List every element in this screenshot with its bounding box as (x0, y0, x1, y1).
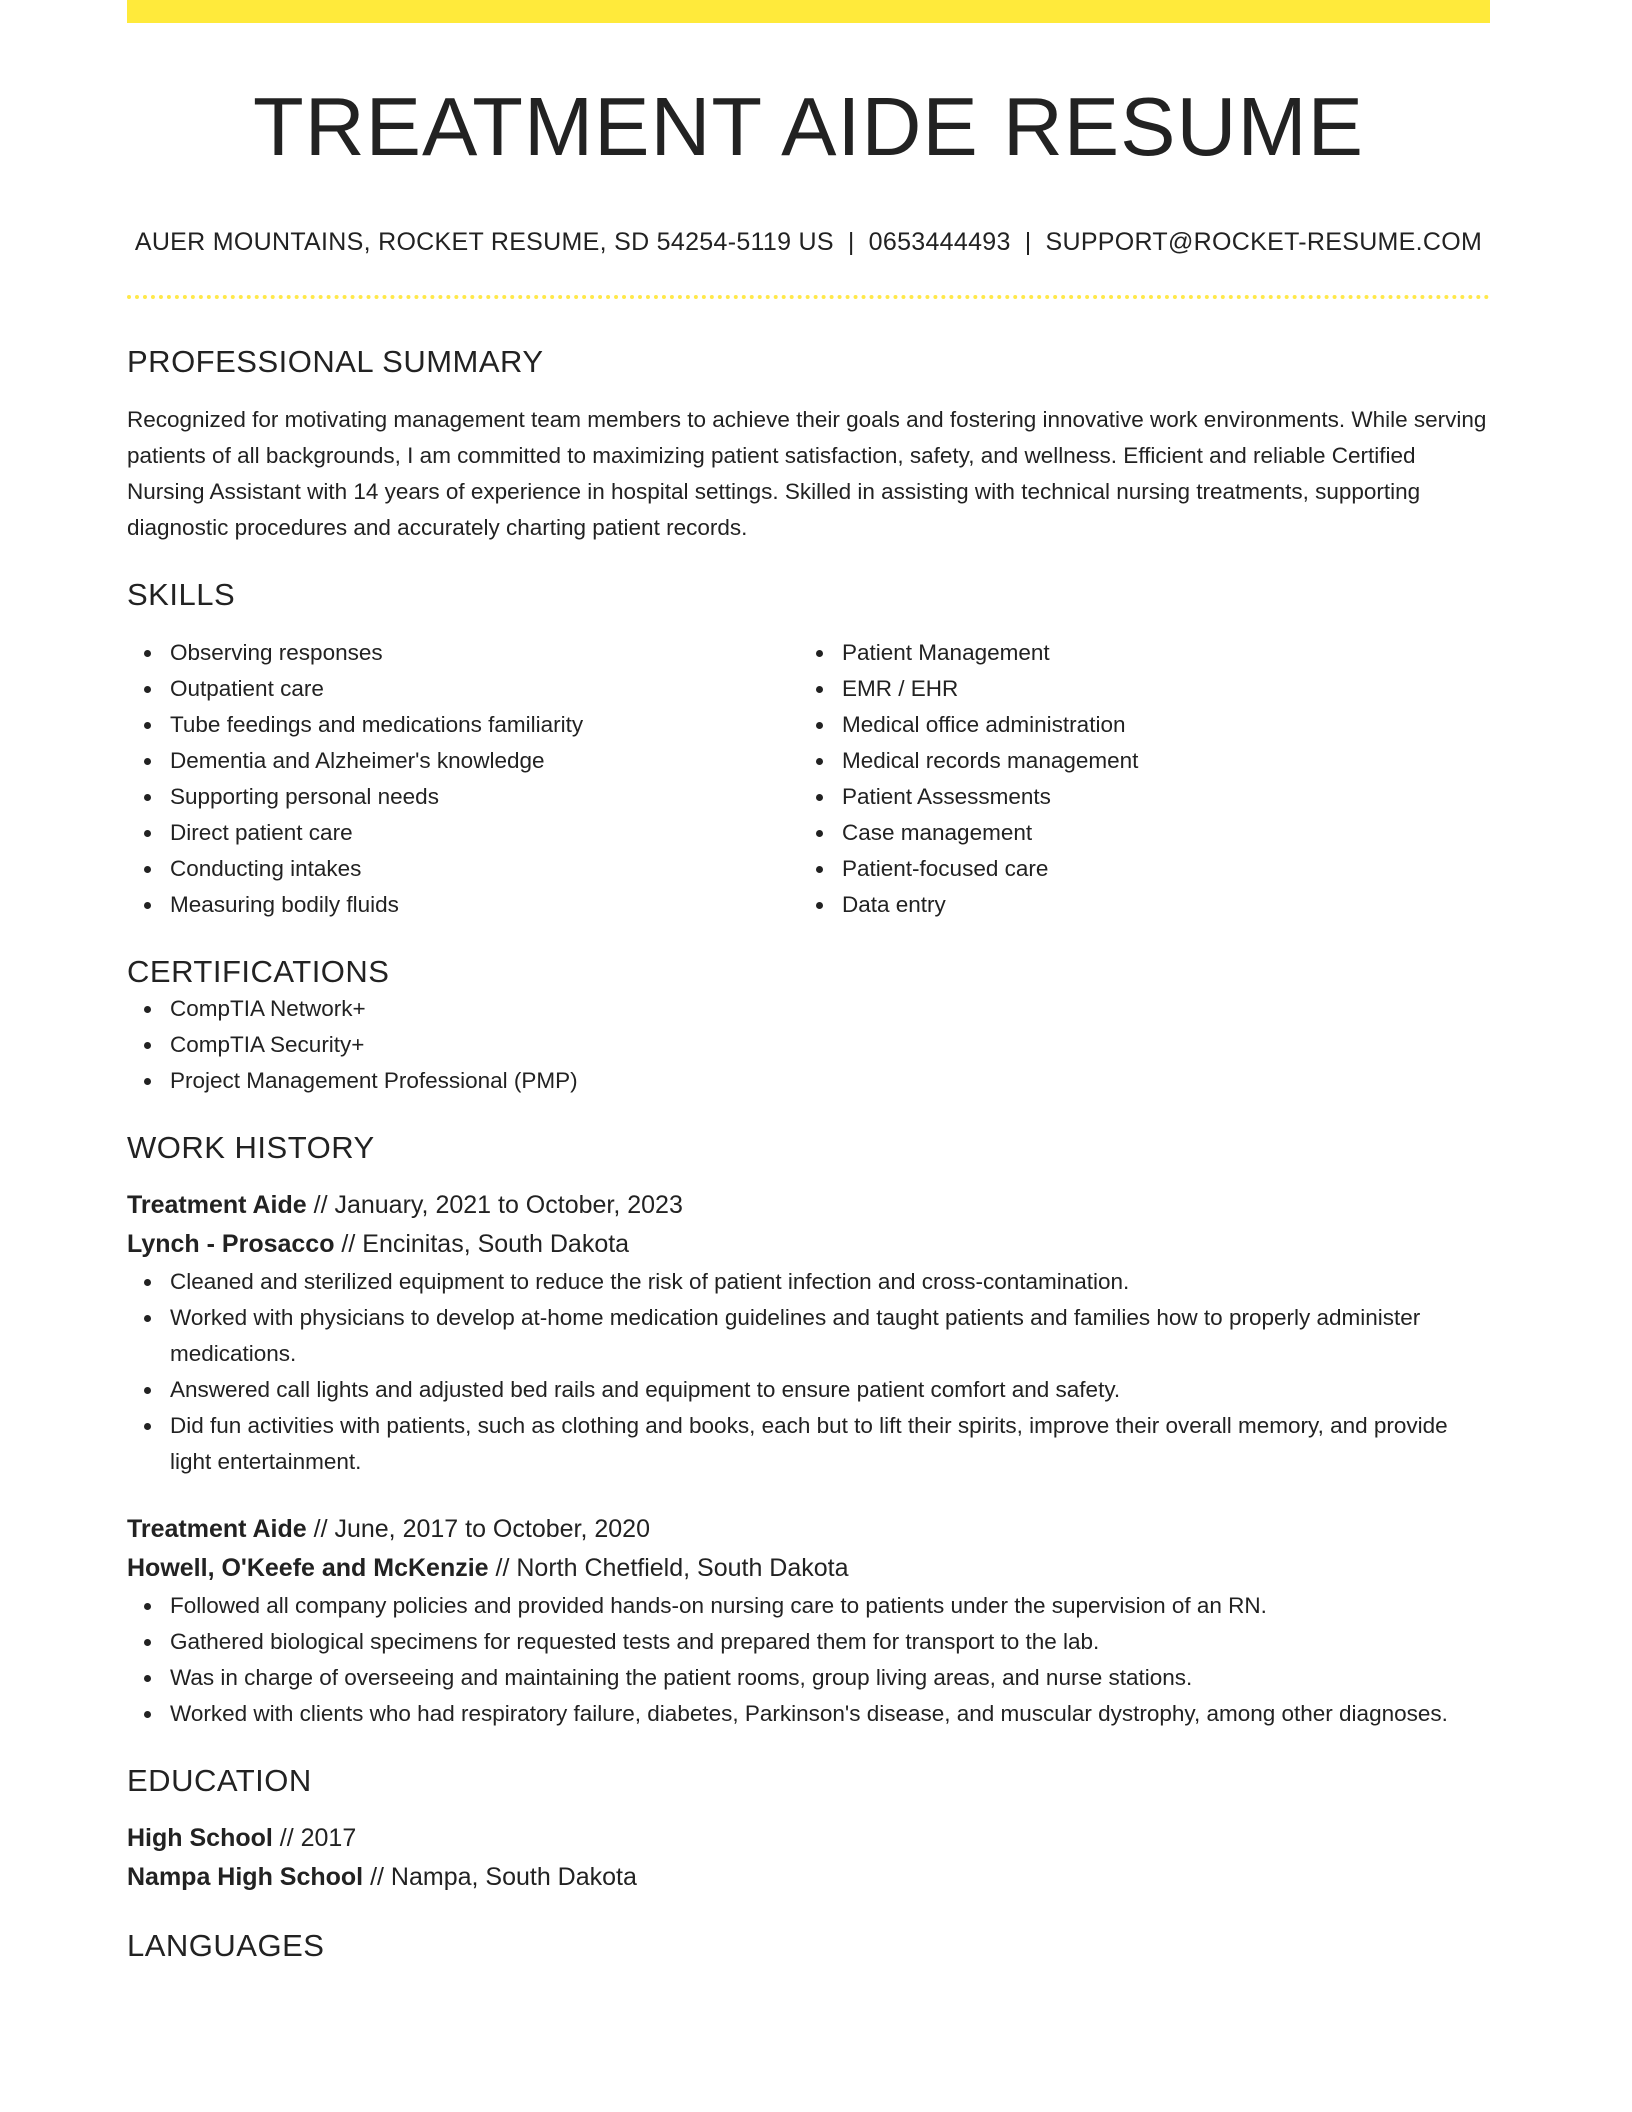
job-duty-item: Gathered biological specimens for requested tests and prepared them for transport to the lab. (170, 1624, 1490, 1660)
job-location: // North Chetfield, South Dakota (488, 1553, 849, 1582)
education-school: Nampa High School (127, 1862, 364, 1891)
job-title-line (127, 1510, 1490, 1549)
resume-title: TREATMENT AIDE RESUME (253, 80, 1364, 173)
skill-item: Patient Assessments (842, 779, 1471, 815)
job-company: Lynch - Prosacco (127, 1229, 335, 1258)
skill-item: Supporting personal needs (170, 779, 799, 815)
skill-item: EMR / EHR (842, 671, 1471, 707)
contact-phone: 0653444493 (868, 228, 1011, 256)
contact-separator: | (1024, 228, 1032, 256)
job-duty-item: Worked with physicians to develop at-home medication guidelines and taught patients and families how to properly administer medications. (170, 1300, 1490, 1372)
skill-item: Outpatient care (170, 671, 799, 707)
section-title-education: EDUCATION (127, 1762, 312, 1798)
skill-item: Conducting intakes (170, 851, 799, 887)
skill-item: Patient Management (842, 635, 1471, 671)
job-duty-item: Cleaned and sterilized equipment to reduce the risk of patient infection and cross-contamination. (170, 1264, 1490, 1300)
education-school-line (127, 1858, 1490, 1897)
certification-item: Project Management Professional (PMP) (170, 1063, 1490, 1099)
skill-item: Medical office administration (842, 707, 1471, 743)
job-duties-list (127, 1588, 1490, 1732)
job-company-line (127, 1225, 1490, 1264)
education-location: // Nampa, South Dakota (363, 1862, 637, 1891)
education-degree-line (127, 1819, 1490, 1858)
job-dates: // January, 2021 to October, 2023 (306, 1190, 683, 1219)
skill-item: Tube feedings and medications familiarity (170, 707, 799, 743)
contact-separator: | (847, 228, 855, 256)
job-company-line (127, 1549, 1490, 1588)
resume-page (127, 0, 1490, 1964)
section-title-languages: LANGUAGES (127, 1927, 325, 1963)
skill-item: Dementia and Alzheimer's knowledge (170, 743, 799, 779)
job-role: Treatment Aide (127, 1190, 307, 1219)
skills-columns (127, 635, 1490, 923)
skills-column-left (127, 635, 799, 923)
skill-item: Direct patient care (170, 815, 799, 851)
skill-item: Measuring bodily fluids (170, 887, 799, 923)
skill-item: Medical records management (842, 743, 1471, 779)
job-duty-item: Followed all company policies and provided hands-on nursing care to patients under the supervision of an RN. (170, 1588, 1490, 1624)
job-title-line (127, 1186, 1490, 1225)
job-duty-item: Worked with clients who had respiratory failure, diabetes, Parkinson's disease, and muscular dystrophy, among other diagnoses. (170, 1696, 1490, 1732)
section-title-work-history: WORK HISTORY (127, 1129, 375, 1165)
section-title-skills: SKILLS (127, 577, 236, 613)
contact-email: SUPPORT@ROCKET-RESUME.COM (1045, 228, 1483, 256)
section-title-summary: PROFESSIONAL SUMMARY (127, 344, 544, 379)
skill-item: Observing responses (170, 635, 799, 671)
job-role: Treatment Aide (127, 1514, 307, 1543)
certifications-list (127, 991, 1490, 1099)
accent-top-bar (127, 0, 1490, 23)
contact-address: AUER MOUNTAINS, ROCKET RESUME, SD 54254-5119 US (134, 228, 834, 256)
job-duty-item: Answered call lights and adjusted bed rails and equipment to ensure patient comfort and safety. (170, 1372, 1490, 1408)
job-company: Howell, O'Keefe and McKenzie (127, 1553, 489, 1582)
education-degree: High School (127, 1823, 273, 1852)
skill-item: Data entry (842, 887, 1471, 923)
summary-text: Recognized for motivating management team members to achieve their goals and fostering innovative work environments. While serving patients of all backgrounds, I am committed to maximizing patient satisfaction, safety, and wellness. Efficient and reliable Certified Nursing Assistant with 14 years of experience in hospital settings. Skilled in assisting with technical nursing treatments, supporting diagnostic procedures and accurately charting patient records. (127, 407, 1487, 541)
job-duties-list (127, 1264, 1490, 1480)
skill-item: Patient-focused care (842, 851, 1471, 887)
dotted-divider (127, 295, 1490, 299)
certification-item: CompTIA Security+ (170, 1027, 1490, 1063)
job-duty-item: Was in charge of overseeing and maintaining the patient rooms, group living areas, and nurse stations. (170, 1660, 1490, 1696)
certification-item: CompTIA Network+ (170, 991, 1490, 1027)
education-year: // 2017 (272, 1823, 357, 1852)
job-dates: // June, 2017 to October, 2020 (306, 1514, 650, 1543)
section-title-certifications: CERTIFICATIONS (127, 954, 390, 990)
skill-item: Case management (842, 815, 1471, 851)
job-duty-item: Did fun activities with patients, such as clothing and books, each but to lift their spirits, improve their overall memory, and provide light entertainment. (170, 1408, 1490, 1480)
skills-column-right (799, 635, 1471, 923)
contact-line (127, 228, 1490, 257)
job-location: // Encinitas, South Dakota (334, 1229, 630, 1258)
